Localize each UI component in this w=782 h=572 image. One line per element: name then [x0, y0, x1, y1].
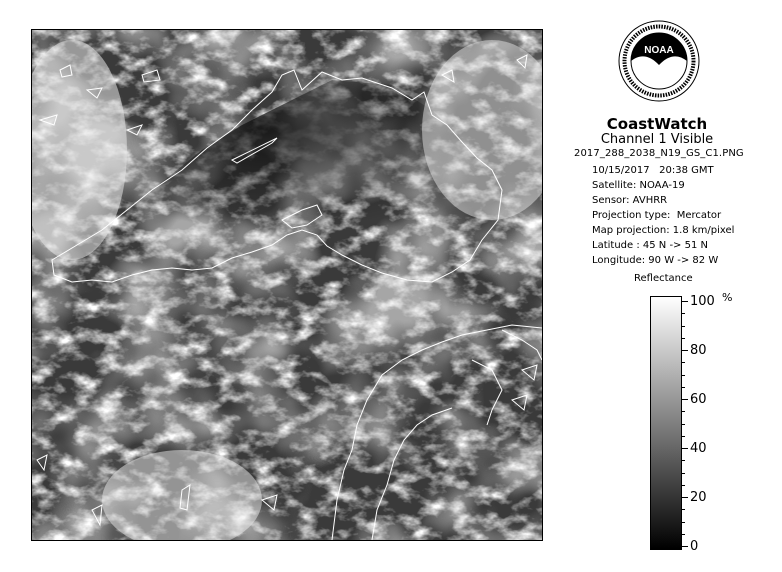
colorbar-major-tick	[682, 301, 688, 302]
colorbar-minor-tick	[682, 362, 685, 363]
colorbar-major-tick	[682, 497, 688, 498]
satellite: Satellite: NOAA-19	[592, 180, 685, 191]
colorbar-minor-tick	[682, 522, 685, 523]
channel-subtitle: Channel 1 Visible	[600, 132, 714, 147]
metadata-block	[592, 163, 734, 268]
colorbar-minor-tick	[682, 387, 685, 388]
legend-unit: %	[722, 291, 733, 304]
colorbar-minor-tick	[682, 375, 685, 376]
satellite-image	[31, 29, 543, 541]
colorbar-major-tick	[682, 448, 688, 449]
map-projection: Map projection: 1.8 km/pixel	[592, 225, 735, 236]
header-info	[560, 116, 770, 160]
projection-type: Projection type: Mercator	[592, 210, 722, 221]
colorbar-tick-label: 100	[690, 294, 715, 309]
colorbar-major-tick	[682, 399, 688, 400]
colorbar-minor-tick	[682, 534, 685, 535]
colorbar-tick-label: 80	[690, 343, 707, 358]
colorbar-minor-tick	[682, 509, 685, 510]
colorbar-minor-tick	[682, 436, 685, 437]
colorbar-minor-tick	[682, 424, 685, 425]
colorbar-minor-tick	[682, 411, 685, 412]
colorbar-minor-tick	[682, 473, 685, 474]
longitude-range: Longitude: 90 W -> 82 W	[592, 255, 719, 266]
colorbar-tick-label: 20	[690, 490, 707, 505]
sensor: Sensor: AVHRR	[592, 195, 668, 206]
colorbar-tick-label: 40	[690, 441, 707, 456]
colorbar-major-tick	[682, 546, 688, 547]
latitude-range: Latitude : 45 N -> 51 N	[592, 240, 708, 251]
noaa-logo	[618, 20, 700, 102]
colorbar-minor-tick	[682, 338, 685, 339]
colorbar-minor-tick	[682, 313, 685, 314]
colorbar-minor-tick	[682, 326, 685, 327]
colorbar-tick-label: 60	[690, 392, 707, 407]
colorbar-minor-tick	[682, 460, 685, 461]
logo-text: NOAA	[644, 45, 674, 56]
colorbar-tick-label: 0	[690, 539, 699, 554]
colorbar-minor-tick	[682, 485, 685, 486]
legend-title: Reflectance	[634, 273, 693, 284]
satellite-image-svg	[32, 30, 542, 540]
colorbar-major-tick	[682, 350, 688, 351]
product-title: CoastWatch	[606, 115, 708, 133]
colorbar	[650, 296, 682, 550]
filename: 2017_288_2038_N19_GS_C1.PNG	[574, 148, 744, 159]
datetime: 10/15/2017 20:38 GMT	[592, 165, 714, 176]
noaa-logo-svg	[618, 20, 700, 102]
